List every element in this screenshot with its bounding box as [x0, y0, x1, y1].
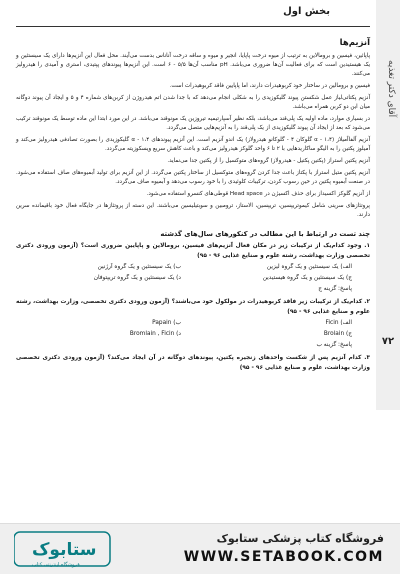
- option: ب) یک سیستئین و یک گروه آرژنین: [97, 264, 181, 270]
- chapter-sidebar: [376, 0, 400, 410]
- paragraph: در بسیاری موارد، ماده اولیه یک پلی‌قند می‌باشد، بلکه نظیر آسپارتیمیه تیروزین یک مونوقند می‌باشد. در این مورد ابتدا این ماده توسط یک مونوقند ترکیب می‌شود که بعد از ایجاد آن پیوند گلیکوزیدی از یک پلی‌قند را به آنزیم‌هایی متصل می‌گردد.: [16, 116, 370, 131]
- logo-text: ستابوک: [32, 540, 97, 560]
- questions-title: چند تست در ارتباط با این مطالب در کنکورهای سال‌های گذشته: [160, 230, 370, 238]
- option: ب) Papain: [152, 320, 181, 326]
- answer: پاسخ: گزینه ج: [318, 286, 352, 292]
- logo-subtitle: فروشگاه اینترنتی کتاب: [32, 562, 80, 568]
- option: د) یک سیستئین و یک گروه تریپتوفان: [93, 275, 181, 281]
- paragraph: پاپائین، فیسین و برومالاین به ترتیب از میوه درخت پاپایا، انجیر و میوه و ساقه درخت آناناس بدست می‌آیند. محل فعال این آنزیم‌ها دارای یک سیستئین و یک هیستیدین است که برای فعالیت آن‌ها ضروری می‌باشد. pH مناسب آن‌ها ۵/۵ - ۶ است. این آنزیم‌ها پیوندهای پپتیدی، استری و آمیدی را هیدرولیز می‌کنند.: [16, 53, 371, 77]
- question-options: [16, 263, 370, 283]
- option: ج) یک سیستئین و یک گروه هیستیدین: [262, 275, 352, 281]
- paragraph: از آنزیم گلوکز اکسیداز برای حذف اکسیژن در Head space قوطی‌های کنسرو استفاده می‌شود.: [146, 191, 370, 197]
- question-text: ۱. وجود کدام‌یک از ترکیبات زیر در مکان فعال آنزیم‌های فیسین، برومالاین و پاپایین ضروری است؟ (آزمون ورودی دکتری تخصصی وزارت بهداشت، رشته علوم و صنایع غذایی ۹۶ - ۹۵): [16, 243, 370, 259]
- store-footer: [0, 523, 400, 574]
- setabook-logo[interactable]: [14, 530, 114, 568]
- header-title: بخش اول: [283, 6, 330, 17]
- paragraph: آنزیم پکتین استراز (پکتین پکتیل - هیدرولاز) گروه‌های متوکسیل را از پکتین جدا می‌نماید.: [167, 158, 370, 164]
- paragraph: آنزیم پکتین متیل استراز با پکتاز باعث جدا کردن گروه‌های متوکسیل از ساختار پکتین می‌گردد. از این آنزیم برای تولید آبمیوه‌های صاف استفاده می‌شود. در صنعت آبمیوه پکتین در حین رسوب کردن، ترکیبات کلوئیدی را با خود رسوب می‌دهد و آبمیوه صاف می‌گردد.: [16, 170, 370, 185]
- option: د) Bromlain , Ficin: [129, 331, 181, 337]
- question-options: [16, 319, 370, 339]
- paragraph: فیسین و برومالین در ساختار خود کربوهیدرات دارند، اما پاپایین فاقد کربوهیدرات است.: [169, 83, 370, 89]
- option: الف) یک سیستئین و یک گروه لیزین: [266, 264, 352, 270]
- option: الف) Ficin: [325, 320, 352, 326]
- paragraph: آنزیم آلفاآمیلاز (α - ۱،۴ گلوکان ۴ - گلوکانو هیدرولاز) یک اندو آنزیم است. این آنزیم پیوندهای α - ۱،۴ گلیکوزیدی را بصورت تصادفی هیدرولیز می‌کند و آمیلوز پکتین را به الیگو ساکاریدهایی با ۲ تا ۶ واحد گلوکز هیدرولیز می‌کند و باعث کاهش سریع ویسکوزیته می‌گردد.: [16, 137, 371, 152]
- paragraph: پروتئازهای سرینی شامل کیموتریپسین، تریپسین، الاستاز، ترومبین و سوبتیلیسین می‌باشند. این دسته از پروتئازها در جایگاه فعال خود باقیمانده سرین دارند.: [16, 203, 370, 218]
- question-text: ۳. کدام آنزیم پس از شکست واحدهای زنجیره پکتین، پیوندهای دوگانه در آن ایجاد می‌کند؟ (آزمون ورودی دکتری تخصصی وزارت بهداشت، علوم و صنایع غذایی ۹۶ - ۹۵): [16, 355, 370, 371]
- option: ج) Brolain: [323, 331, 352, 337]
- paragraph: آنزیم پکتاتی‌لیاز عمل شکستن پیوند گلیکوزیدی را به شکلی انجام می‌دهد که با جدا شدن اتم هیدروژن از کربن‌های شماره ۴ و ۵ و ایجاد آن پیوند دوگانه میان این دو کربن همراه می‌باشد.: [16, 95, 371, 110]
- page-number: ۷۲: [381, 336, 395, 347]
- page-content: [16, 30, 370, 375]
- answer: پاسخ: گزینه ب: [316, 342, 352, 348]
- store-url-link[interactable]: WWW.SETABOOK.COM: [183, 549, 384, 565]
- store-name: فروشگاه کتاب پزشکی ستابوک: [216, 532, 384, 545]
- question-text: ۲. کدام‌یک از ترکیبات زیر فاقد کربوهیدرات در مولکول خود می‌باشند؟ (آزمون ورودی دکتری تخصصی، وزارت بهداشت، رشته علوم و صنایع غذایی ۹۶ - ۹۵): [16, 299, 370, 315]
- section-title: آنزیم‌ها: [339, 38, 370, 48]
- page-header: [16, 6, 370, 27]
- sidebar-chapter-label: آقای دکتر تغذیه: [386, 60, 396, 118]
